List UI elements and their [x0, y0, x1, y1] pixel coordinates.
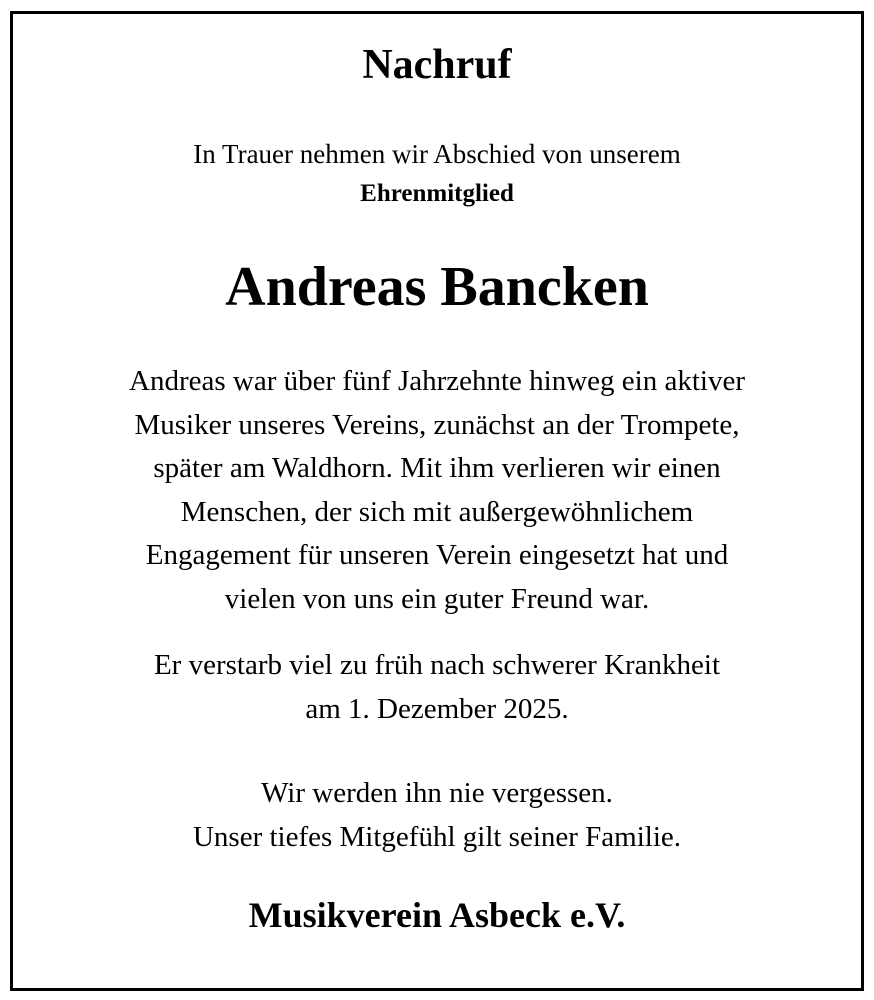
death-paragraph — [13, 644, 861, 731]
intro-line: In Trauer nehmen wir Abschied von unserem — [193, 139, 681, 169]
tribute-line: Andreas war über fünf Jahrzehnte hinweg ein aktiver — [129, 365, 745, 397]
obituary-content — [13, 14, 861, 988]
tribute-line: später am Waldhorn. Mit ihm verlieren wir einen — [153, 452, 721, 484]
tribute-paragraph — [13, 360, 861, 621]
death-line: am 1. Dezember 2025. — [305, 692, 569, 725]
death-line: Er verstarb viel zu früh nach schwerer Krankheit — [153, 649, 721, 681]
closing-line: Unser tiefes Mitgefühl gilt seiner Familie. — [192, 820, 682, 853]
tribute-line: Menschen, der sich mit außergewöhnlichem — [180, 495, 694, 528]
deceased-name: Andreas Bancken — [225, 256, 649, 318]
intro-text — [13, 134, 861, 214]
role-title: Ehrenmitglied — [360, 180, 514, 207]
signature: Musikverein Asbeck e.V. — [248, 895, 626, 935]
tribute-line: Engagement für unseren Verein eingesetzt hat und — [145, 539, 729, 571]
tribute-line: vielen von uns ein guter Freund war. — [224, 582, 650, 615]
obituary-frame — [10, 11, 864, 991]
closing-line: Wir werden ihn nie vergessen. — [261, 777, 613, 809]
tribute-line: Musiker unseres Vereins, zunächst an der Trompete, — [134, 408, 740, 441]
closing-paragraph — [13, 772, 861, 859]
notice-heading: Nachruf — [362, 42, 512, 88]
